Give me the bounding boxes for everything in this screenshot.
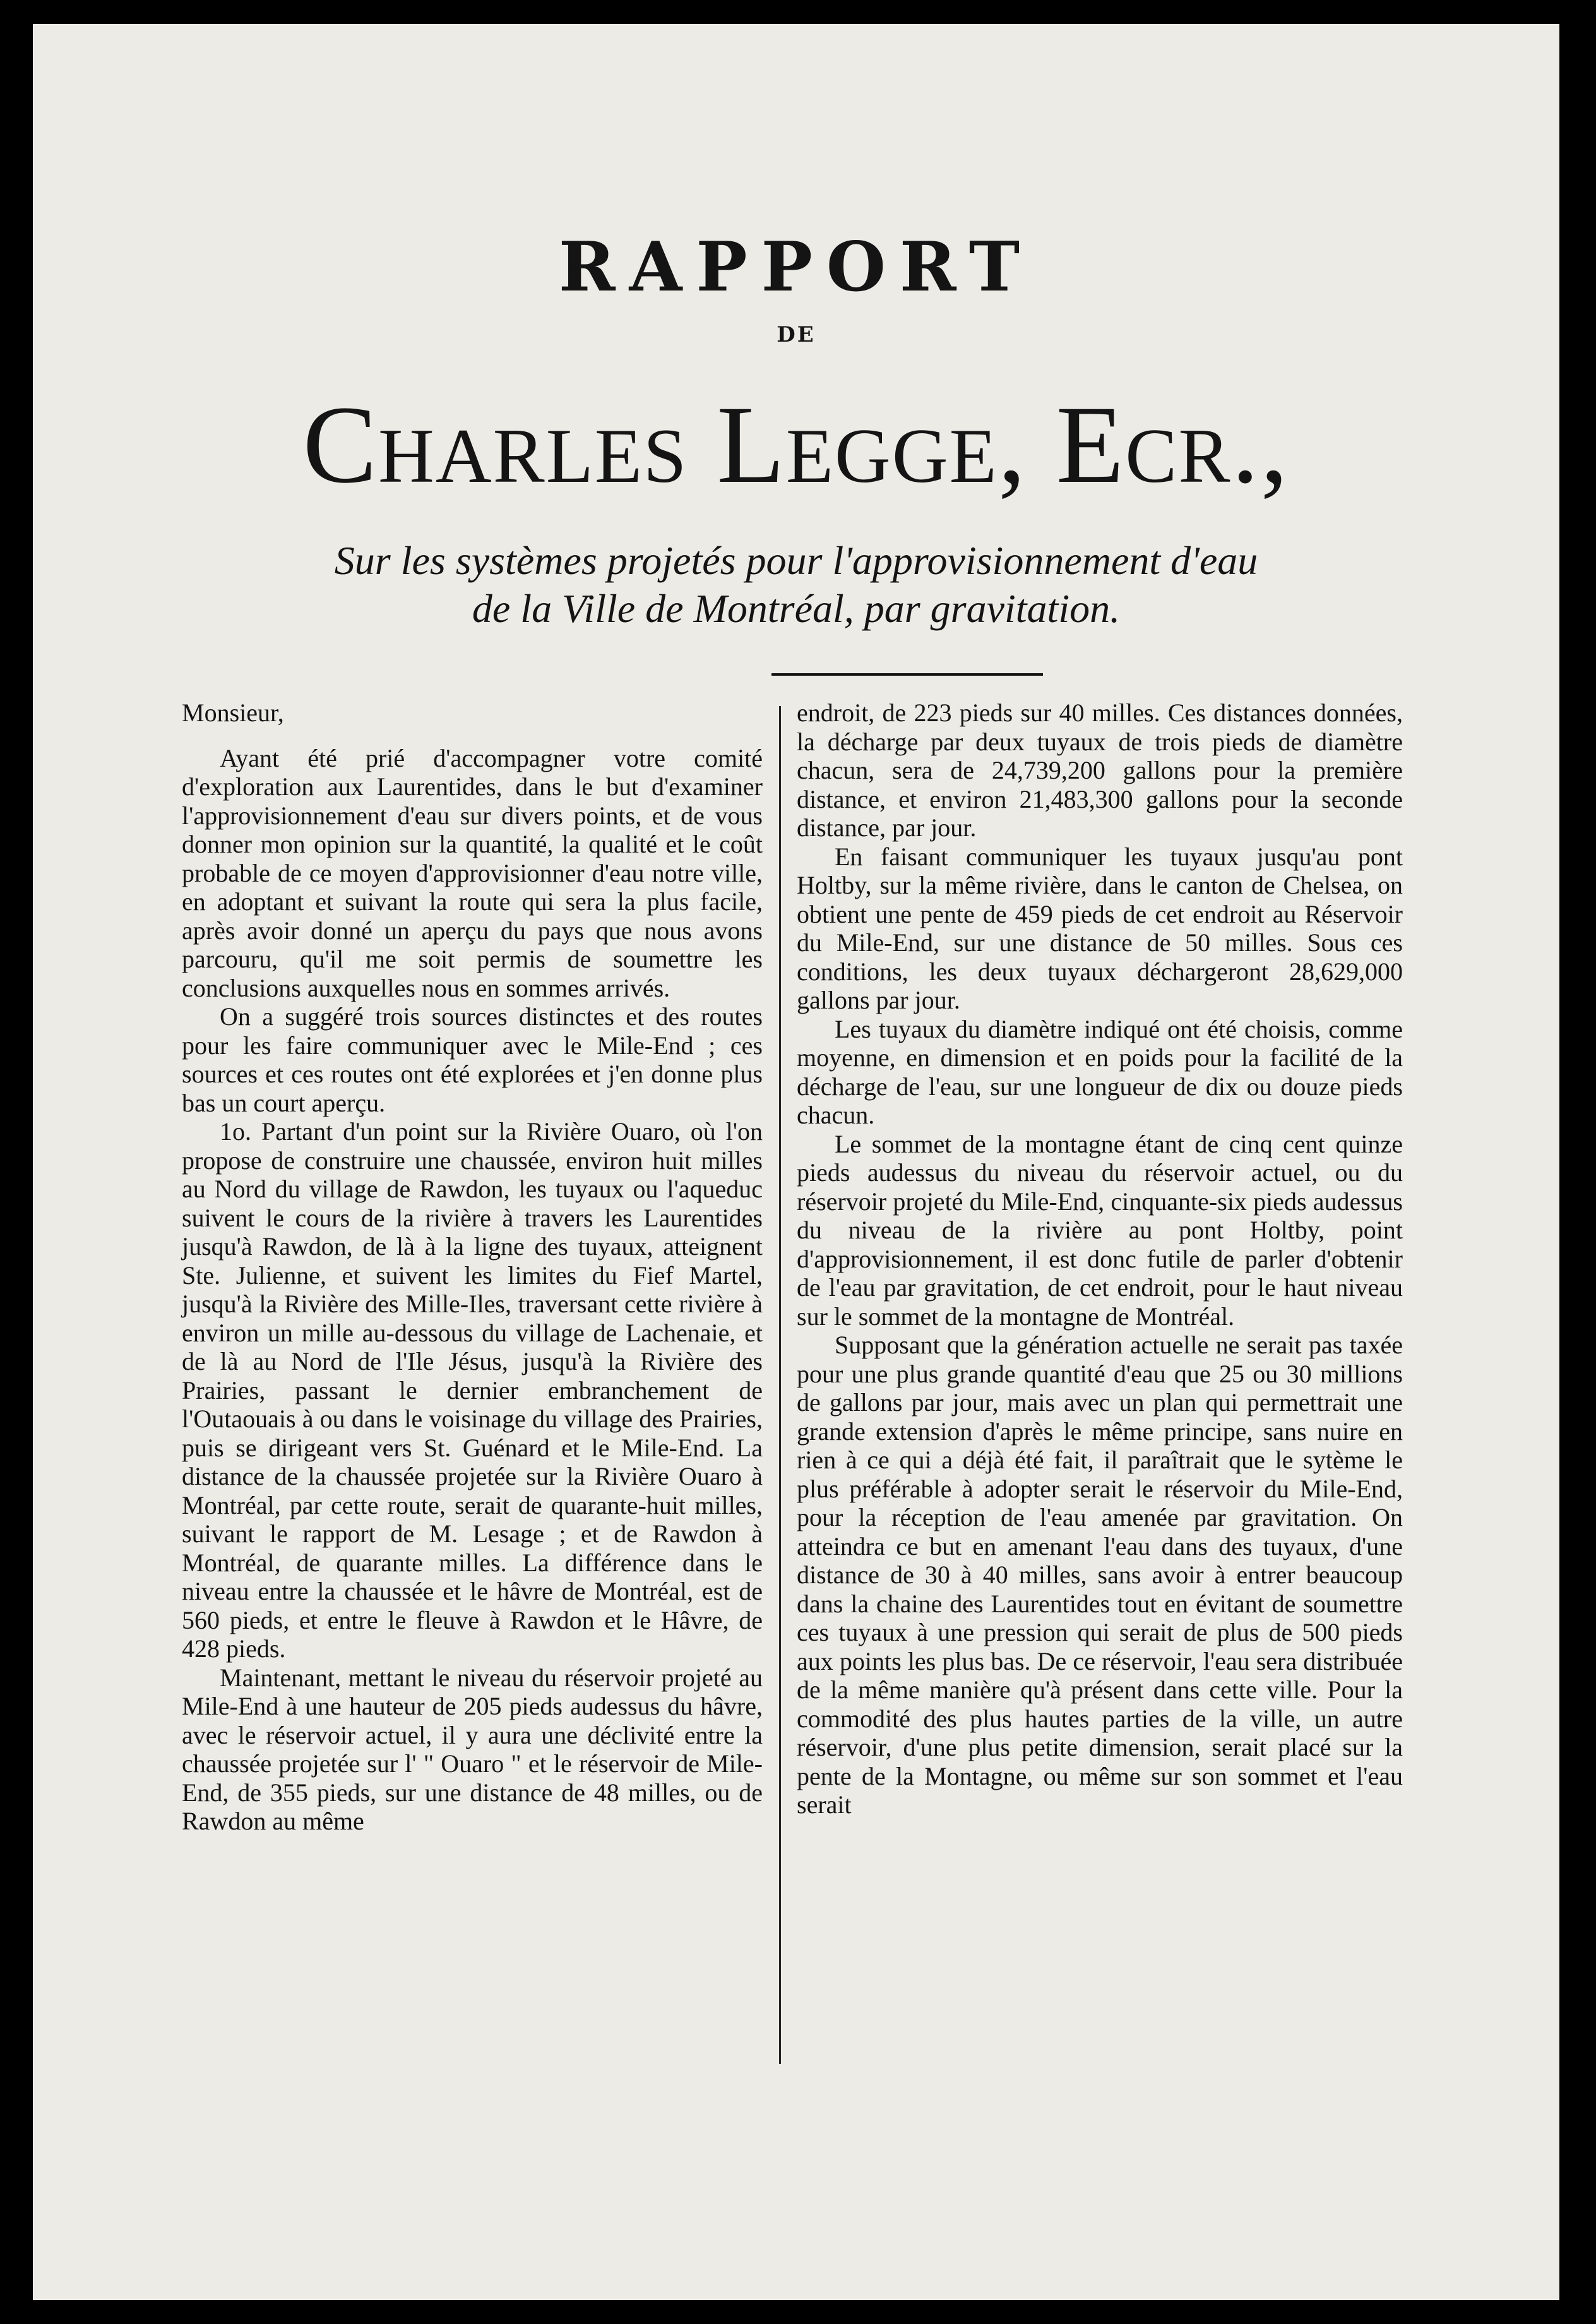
paragraph: Maintenant, mettant le niveau du réservoir projeté au Mile-End à une hauteur de 205 pieds audessus du hâvre, avec le réservoir actuel, il y aura une déclivité entre la chaussée projetée sur l' " Ouaro " et le réservoir de Mile-End, de 355 pieds, sur une distance de 48 milles, ou de Rawdon au même xyxy=(182,1663,763,1835)
subtitle-line-1: Sur les systèmes projetés pour l'approvisionnement d'eau xyxy=(334,538,1258,583)
column-divider xyxy=(779,706,781,2064)
paragraph: Les tuyaux du diamètre indiqué ont été choisis, comme moyenne, en dimension et en poids pour la facilité de la décharge de l'eau, sur une longueur de dix ou douze pieds chacun. xyxy=(797,1014,1403,1129)
paragraph-continuation: endroit, de 223 pieds sur 40 milles. Ces distances données, la décharge par deux tuyaux de trois pieds de diamètre chacun, sera de 24,739,200 gallons pour la première distance, et environ 21,483,300 gallons pour la seconde distance, par jour. xyxy=(797,698,1403,842)
paragraph: Ayant été prié d'accompagner votre comité d'exploration aux Laurentides, dans le but d'examiner l'approvisionnement d'eau sur divers points, et de vous donner mon opinion sur la quantité, la qualité et le coût probable de ce moyen d'approvisionner d'eau notre ville, en adoptant et suivant la route qui sera la plus facile, après avoir donné un aperçu du pays que nous avons parcouru, qu'il me soit permis de soumettre les conclusions auxquelles nous en sommes arrivés. xyxy=(182,743,763,1002)
paragraph: Supposant que la génération actuelle ne serait pas taxée pour une plus grande quantité d'eau que 25 ou 30 millions de gallons par jour, mais avec un plan qui permettrait une grande extension d'après le même principe, sans nuire en rien à ce qui a déjà été fait, il paraîtrait que le sytème le plus préférable à adopter serait le réservoir du Mile-End, pour la réception de l'eau amenée par gravitation. On atteindra ce but en amenant l'eau dans des tuyaux, d'une distance de 30 à 40 milles, sans avoir à entrer beaucoup dans la chaine des Laurentides tout en évitant de soumettre ces tuyaux à une pression qui serait de plus de 500 pieds aux points les plus bas. De ce réservoir, l'eau sera distribuée de la même manière qu'à présent dans cette ville. Pour la commodité des plus hautes parties de la ville, un autre réservoir, d'une plus petite dimension, serait placé sur la pente de la Montagne, ou même sur son sommet et l'eau serait xyxy=(797,1331,1403,1819)
left-column xyxy=(182,698,763,1836)
salutation: Monsieur, xyxy=(182,698,284,727)
paragraph: Le sommet de la montagne étant de cinq cent quinze pieds audessus du niveau du réservoir actuel, ou du réservoir projeté du Mile-End, cinquante-six pieds audessus du niveau de la rivière au pont Holtby, point d'approvisionnement, il est donc futile de parler d'obtenir de l'eau par gravitation, de cet endroit, pour le haut niveau sur le sommet de la montagne de Montréal. xyxy=(797,1129,1403,1331)
title-rule xyxy=(771,673,1043,676)
paragraph: 1o. Partant d'un point sur la Rivière Ouaro, où l'on propose de construire une chaussée, environ huit milles au Nord du village de Rawdon, les tuyaux ou l'aqueduc suivent le cours de la rivière à travers les Laurentides jusqu'à Rawdon, de là à la ligne des tuyaux, atteignent Ste. Julienne, et suivent les limites du Fief Martel, jusqu'à la Rivière des Mille-Iles, traversant cette rivière à environ un mille au-dessous du village de Lachenaie, et de là au Nord de l'Ile Jésus, jusqu'à la Rivière des Prairies, passant le dernier embranchement de l'Outaouais à ou dans le voisinage du village des Prairies, puis se dirigeant vers St. Guénard et le Mile-End. La distance de la chaussée projetée sur la Rivière Ouaro à Montréal, par cette route, serait de quarante-huit milles, suivant le rapport de M. Lesage ; et de Rawdon à Montréal, de quarante milles. La différence dans le niveau entre la chaussée et le hâvre de Montréal, est de 560 pieds, et entre le fleuve à Rawdon et le Hâvre, de 428 pieds. xyxy=(182,1117,763,1663)
paragraph: On a suggéré trois sources distinctes et des routes pour les faire communiquer avec le Mile-End ; ces sources et ces routes ont été explorées et j'en donne plus bas un court aperçu. xyxy=(182,1002,763,1117)
subtitle xyxy=(222,537,1370,633)
subtitle-line-2: de la Ville de Montréal, par gravitation. xyxy=(472,586,1121,631)
right-column xyxy=(797,698,1403,1819)
report-title: RAPPORT xyxy=(558,227,1034,307)
paragraph: En faisant communiquer les tuyaux jusqu'au pont Holtby, sur la même rivière, dans le canton de Chelsea, on obtient une pente de 459 pieds de cet endroit au Réservoir du Mile-End, sur une distance de 50 milles. Sous ces conditions, les deux tuyaux déchargeront 28,629,000 gallons par jour. xyxy=(797,842,1403,1014)
title-connector: DE xyxy=(777,322,816,347)
document-page xyxy=(33,24,1559,2300)
author-name: Charles Legge, Ecr., xyxy=(302,383,1290,506)
